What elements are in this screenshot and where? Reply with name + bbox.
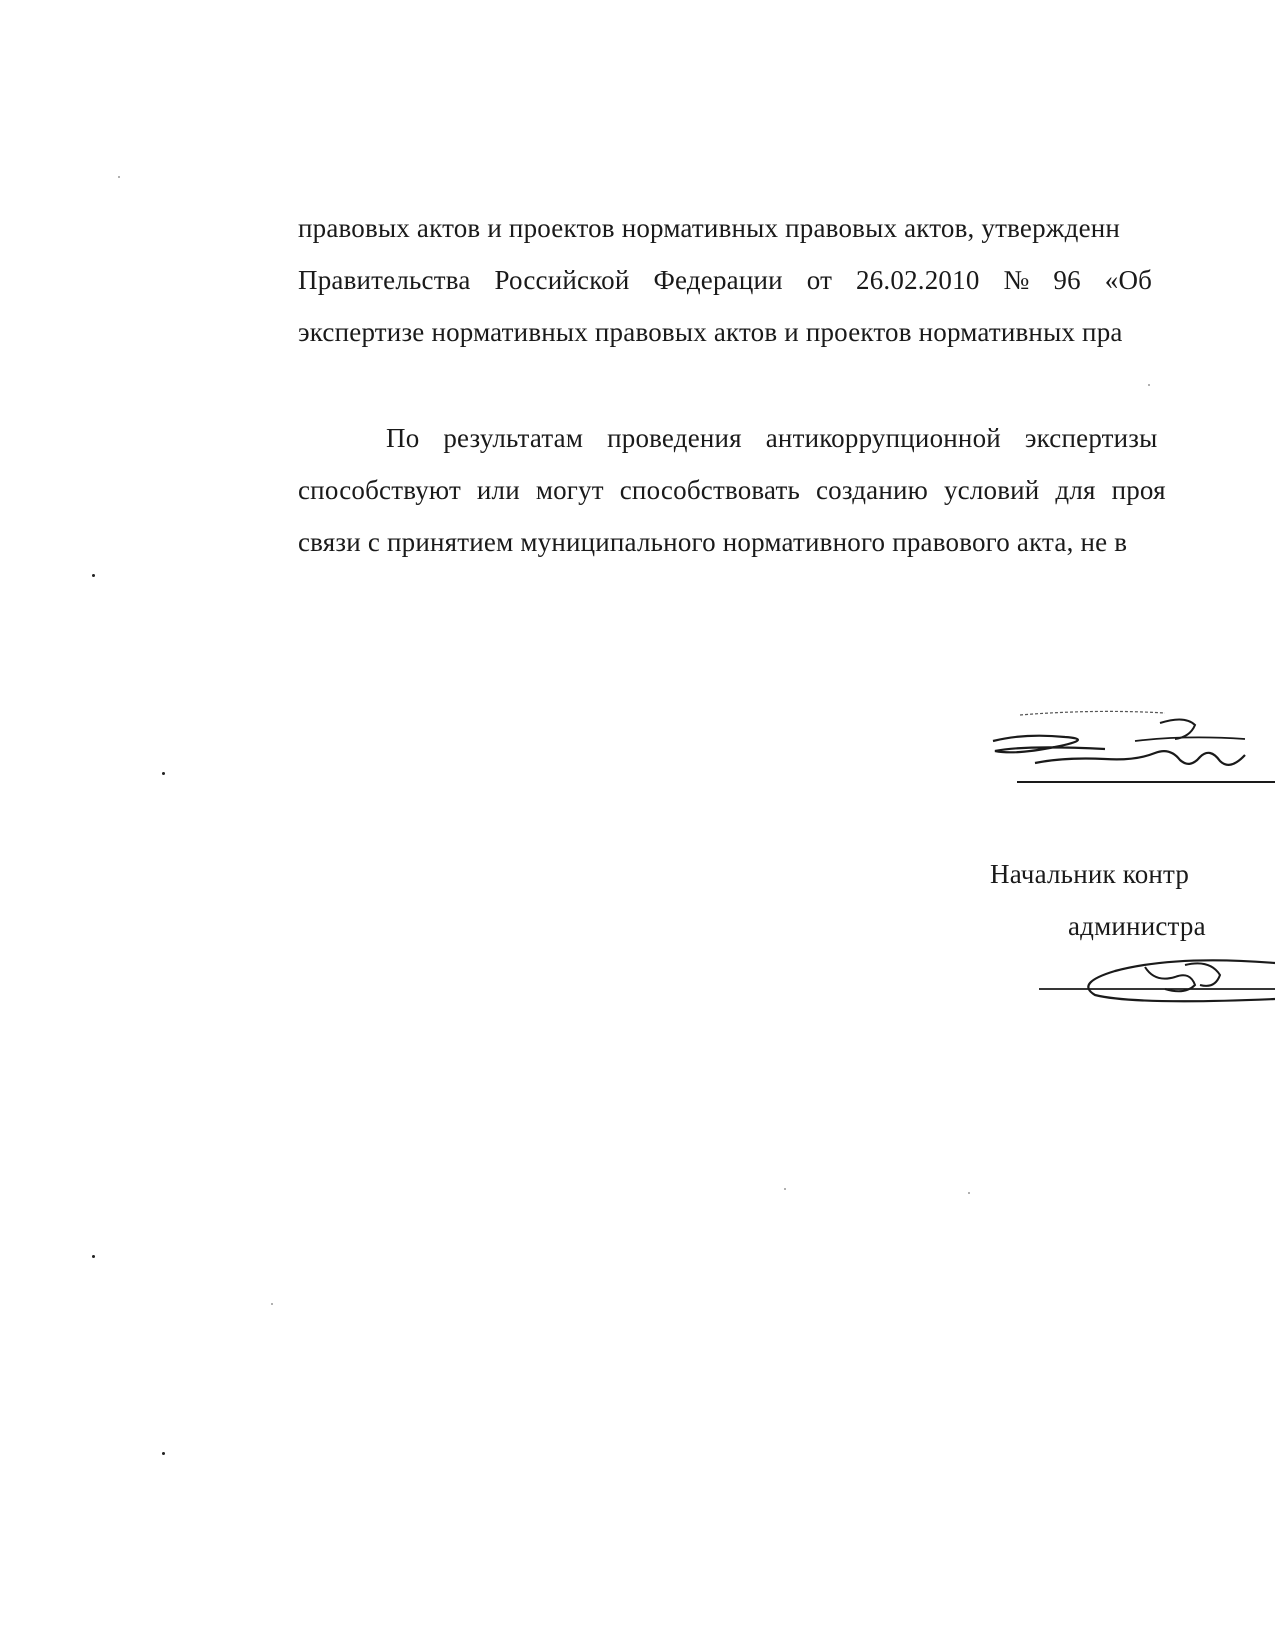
paragraph-2-line-3: связи с принятием муниципального нормативного правового акта, не в [298,527,1128,557]
scan-speck [92,1255,95,1258]
paragraph-2-line-2: способствуют или могут способствовать созданию условий для проя [298,475,1166,505]
scan-speck [162,772,165,775]
signature-title-line-1: Начальник контр [990,859,1190,889]
scan-speck [271,1303,273,1305]
scan-speck [968,1192,970,1194]
scan-speck [92,574,95,577]
scan-speck [784,1188,786,1190]
paragraph-2-line-1: По результатам проведения антикоррупционной экспертизы [386,423,1158,453]
scan-speck [118,176,120,178]
handwritten-signature-2 [1035,955,1275,1015]
paragraph-1-line-3: экспертизе нормативных правовых актов и проектов нормативных пра [298,317,1123,347]
scan-speck [162,1452,165,1455]
handwritten-signature-1 [985,705,1275,790]
paragraph-1-line-1: правовых актов и проектов нормативных правовых актов, утвержденн [298,213,1121,243]
signature-title-line-2: администра [1068,911,1206,941]
paragraph-1-line-2: Правительства Российской Федерации от 26.02.2010 № 96 «Об [298,265,1153,295]
scan-speck [1148,384,1150,386]
